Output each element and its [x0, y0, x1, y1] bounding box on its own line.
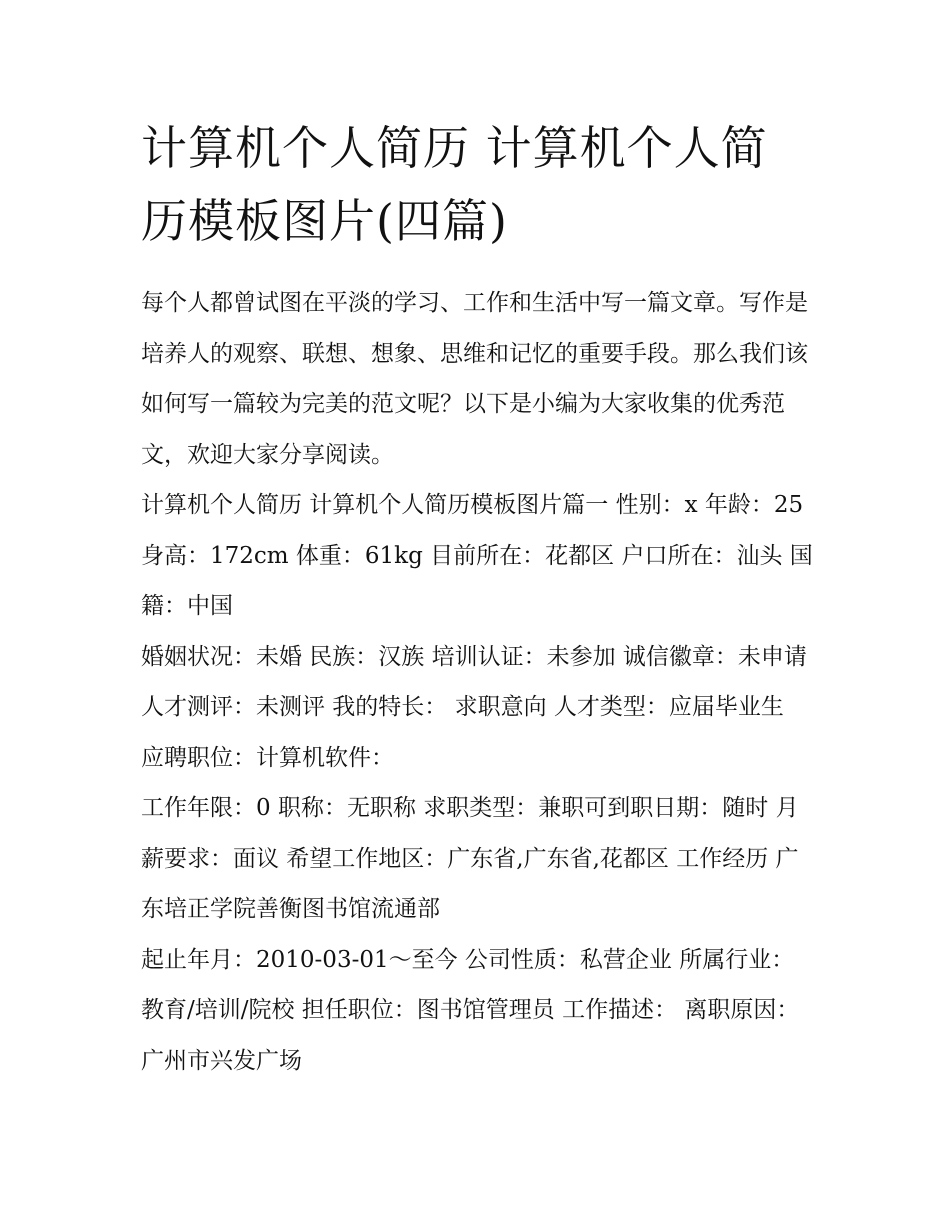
document-page	[141, 112, 813, 1086]
resume-status-paragraph: 婚姻状况：未婚 民族：汉族 培训认证：未参加 诚信徽章：未申请 人才测评：未测评 我的特长： 求职意向 人才类型：应届毕业生 应聘职位：计算机软件：	[141, 643, 807, 771]
document-title: 计算机个人简历 计算机个人简历模板图片(四篇)	[141, 121, 768, 248]
resume-basic-info-paragraph: 计算机个人简历 计算机个人简历模板图片篇一 性别：x 年龄：25 身高：172cm 体重：61kg 目前所在：花都区 户口所在：汕头 国籍：中国	[141, 492, 813, 619]
resume-work-history-paragraph: 起止年月：2010-03-01～至今 公司性质：私营企业 所属行业：教育/培训/院校 担任职位：图书馆管理员 工作描述： 离职原因：广州市兴发广场	[141, 946, 800, 1074]
intro-paragraph: 每个人都曾试图在平淡的学习、工作和生活中写一篇文章。写作是培养人的观察、联想、想象、思维和记忆的重要手段。那么我们该如何写一篇较为完美的范文呢？以下是小编为大家收集的优秀范文，欢迎大家分享阅读。	[141, 290, 808, 468]
resume-job-preference-paragraph: 工作年限：0 职称：无职称 求职类型：兼职可到职日期：随时 月薪要求：面议 希望工作地区：广东省,广东省,花都区 工作经历 广东培正学院善衡图书馆流通部	[141, 795, 799, 922]
